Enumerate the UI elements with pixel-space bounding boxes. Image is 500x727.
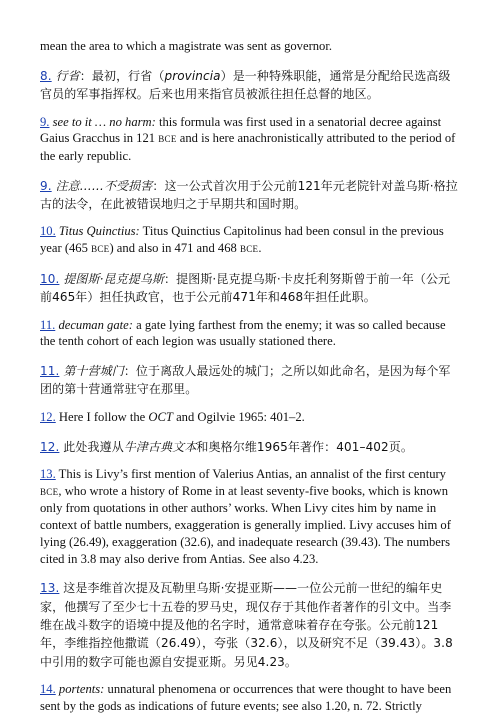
note-zh <box>40 270 458 307</box>
note-text: This is Livy’s first mention of Valerius Antias, an annalist of the first century <box>55 466 446 481</box>
note-number-link[interactable]: 14. <box>40 682 56 697</box>
era-abbrev: BCE <box>158 134 177 145</box>
note-term: 第十营城门 <box>63 364 124 379</box>
note-number-link[interactable]: 12. <box>40 439 60 454</box>
note-number-link[interactable]: 10. <box>40 271 60 286</box>
note-zh <box>40 579 458 671</box>
note-number-link[interactable]: 11. <box>40 317 56 332</box>
note-zh <box>40 67 458 104</box>
note-text: . <box>258 241 262 256</box>
note-number-link[interactable]: 9. <box>40 178 52 193</box>
note-text: a gate lying farthest from the enemy; it was so called because the tenth cohort of each legion was usually stationed there. <box>40 317 446 349</box>
note-term: 提图斯·昆克提乌斯 <box>63 271 165 286</box>
era-abbrev: BCE <box>239 244 259 255</box>
note-number-link[interactable]: 9. <box>40 114 50 129</box>
note-term: decuman gate: <box>58 317 133 332</box>
note-text: ：这一公式首次用于公元前121年元老院针对盖乌斯·格拉古的法令，在此被错误地归之于早期共和国时期。 <box>40 178 458 212</box>
note-text: , who wrote a history of Rome in at least seventy-five books, which is known only from quotations in other authors’ works. When Livy cites him by name in context of battle numbers, exaggeration is generally implied. Livy accuses him of lying (26.49), exaggeration (32.6), and inadequate research (39.43). The numbers cited in 3.8 may also derive from Antias. See also 4.23. <box>40 483 451 566</box>
note-text: and Ogilvie 1965: 401–2. <box>172 409 305 424</box>
note-text: mean the area to which a magistrate was sent as governor. <box>40 39 332 53</box>
note-text: Here I follow the <box>55 409 149 424</box>
note-en <box>40 317 458 350</box>
note-term: see to it … no harm: <box>52 114 156 129</box>
note-text: ：位于离敌人最远处的城门；之所以如此命名，是因为每个军团的第十营通常驻守在那里。 <box>40 364 451 397</box>
note-term: 牛津古典文本 <box>123 439 197 454</box>
note-number-link[interactable]: 10. <box>40 224 56 239</box>
note-zh <box>40 362 458 399</box>
note-text: ) and also in 471 and 468 <box>109 241 240 256</box>
note-number-link[interactable]: 11. <box>40 364 60 379</box>
note-text: 和奥格尔维1965年著作：401–402页。 <box>196 439 413 454</box>
note-term: 行省 <box>55 68 80 83</box>
note-text: 此处我遵从 <box>59 439 124 454</box>
note-text: ：提图斯·昆克提乌斯·卡皮托利努斯曾于前一年（公元前465年）担任执政官，也于公元前471年和468年担任此职。 <box>40 271 451 305</box>
note-term: Titus Quinctius: <box>58 224 140 239</box>
note-text: ）是一种特殊职能，通常是分配给民选高级官员的军事指挥权。后来也用来指官员被派往担任总督的地区。 <box>40 68 451 102</box>
note-term: portents: <box>58 682 105 697</box>
note-text: and is here anachronistically attributed to the period of the early republic. <box>40 131 456 163</box>
note-number-link[interactable]: 13. <box>40 581 60 596</box>
note-text: ：最初，行省（ <box>79 68 165 83</box>
note-zh <box>40 438 458 456</box>
era-abbrev: BCE <box>91 244 110 255</box>
note-en <box>40 114 458 165</box>
note-number-link[interactable]: 12. <box>40 409 56 424</box>
note-text: 这是李维首次提及瓦勒里乌斯·安提亚斯——一位公元前一世纪的编年史家，他撰写了至少七十五卷的罗马史，现仅存于其他作者著作的引文中。当李维在战斗数字的语境中提及他的名字时，通常意味着存在夸张。公元前121年，李维指控他撒谎（26.49），夸张（32.6），以及研究不足（39.43）。3.8中引用的数字可能也源自安提亚斯。另见4.23。 <box>40 581 453 669</box>
note-number-link[interactable]: 13. <box>40 466 56 481</box>
note-term: OCT <box>148 409 173 424</box>
note-en <box>40 409 458 426</box>
note-text: unnatural phenomena or occurrences that were thought to have been sent by the gods as indications of future events; see also 1.20, n. 72. Strictly <box>40 682 452 713</box>
era-abbrev: BCE <box>40 486 59 497</box>
note-text: Titus Quinctius Capitolinus had been consul in the previous year (465 <box>40 224 444 256</box>
note-term: 注意……不受损害 <box>55 178 153 193</box>
note-number-link[interactable]: 8. <box>40 68 52 83</box>
note-term: provincia <box>164 68 221 83</box>
note-en <box>40 38 458 55</box>
note-en <box>40 223 458 257</box>
note-zh <box>40 177 458 214</box>
notes-page <box>40 38 458 727</box>
note-en <box>40 466 458 567</box>
note-en <box>40 681 458 714</box>
note-text: this formula was first used in a senatorial decree against Gaius Gracchus in 121 <box>40 114 442 146</box>
